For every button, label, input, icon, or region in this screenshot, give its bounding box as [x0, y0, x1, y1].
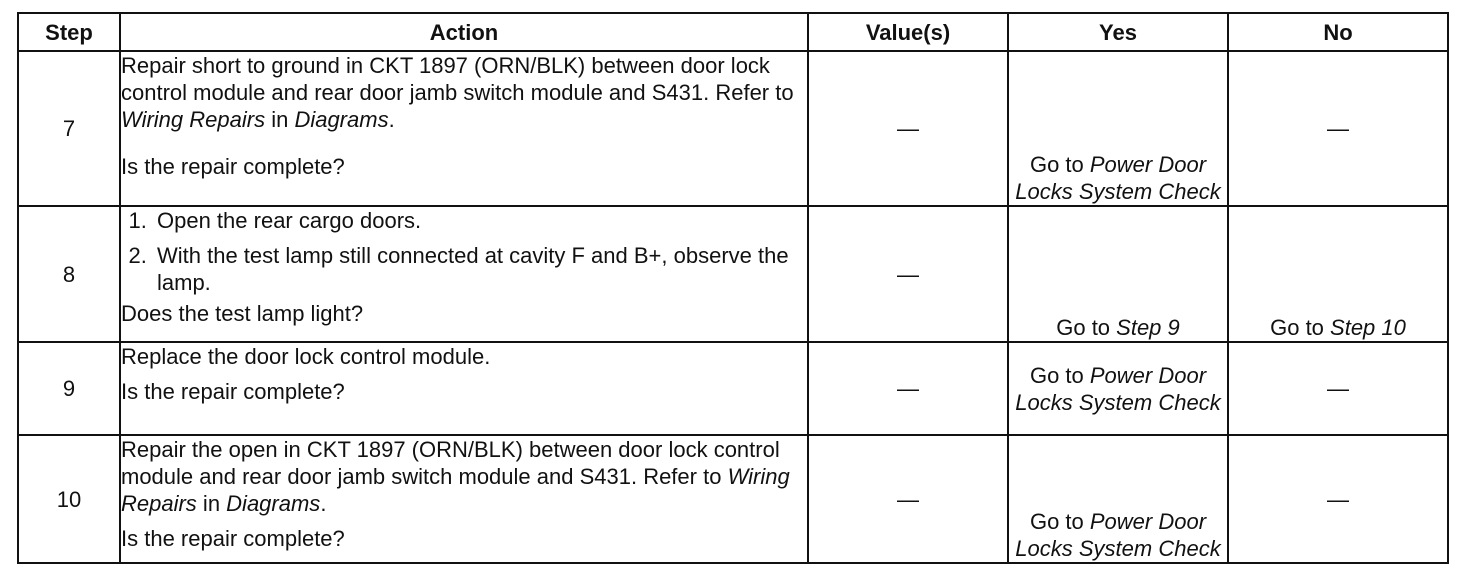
yes-cell [1008, 342, 1228, 435]
step-number: 7 [18, 51, 120, 206]
table-row [18, 51, 1448, 206]
no-dash: — [1327, 486, 1349, 512]
value-cell [808, 51, 1008, 206]
value-dash: — [897, 116, 919, 141]
action-text: Replace the door lock control module. [121, 344, 491, 369]
diagnostic-table [17, 12, 1449, 564]
action-cell [120, 342, 808, 435]
action-question: Does the test lamp light? [121, 301, 364, 326]
yes-prefix: Go to [1029, 152, 1090, 177]
header-action: Action [120, 13, 808, 51]
action-text-part: in [196, 491, 227, 516]
action-text-part: Repair short to ground in CKT 1897 (ORN/BLK) between door lock control module and rear door jamb switch module and S431. Refer to [121, 53, 794, 105]
action-text [121, 52, 807, 133]
action-question: Is the repair complete? [121, 526, 345, 551]
action-text-part: . [388, 107, 395, 132]
yes-prefix: Go to [1029, 509, 1090, 534]
yes-reference: Power Door Locks System Check [1015, 152, 1221, 204]
action-text-part: . [320, 491, 327, 516]
header-yes: Yes [1008, 13, 1228, 51]
step-number: 8 [18, 206, 120, 342]
header-values: Value(s) [808, 13, 1008, 51]
yes-reference: Power Door Locks System Check [1015, 362, 1221, 415]
substep-list [121, 207, 807, 296]
yes-prefix: Go to [1029, 362, 1090, 388]
table-row [18, 435, 1448, 563]
no-cell [1228, 435, 1448, 563]
value-dash: — [897, 376, 919, 401]
no-cell [1228, 51, 1448, 206]
action-cell [120, 51, 808, 206]
yes-prefix: Go to [1056, 315, 1117, 340]
no-prefix: Go to [1270, 315, 1331, 340]
yes-cell [1008, 435, 1228, 563]
action-ref-italic: Diagrams [226, 491, 321, 516]
substep-item: 2. With the test lamp still connected at cavity F and B+, observe the lamp. [153, 242, 807, 296]
yes-cell [1008, 206, 1228, 342]
header-no: No [1228, 13, 1448, 51]
action-text-part: in [265, 107, 295, 132]
value-cell [808, 435, 1008, 563]
no-cell [1228, 342, 1448, 435]
action-text-part: Repair the open in CKT 1897 (ORN/BLK) between door lock control module and rear door jamb switch module and S431. Refer to [121, 437, 780, 489]
value-cell [808, 342, 1008, 435]
action-ref-italic: Diagrams [294, 107, 389, 132]
yes-cell [1008, 51, 1228, 206]
no-dash: — [1327, 376, 1349, 401]
table-row [18, 342, 1448, 435]
header-row [18, 13, 1448, 51]
no-reference: Step 10 [1330, 315, 1406, 340]
yes-reference: Power Door Locks System Check [1015, 509, 1221, 561]
value-cell [808, 206, 1008, 342]
step-number: 9 [18, 342, 120, 435]
action-cell [120, 435, 808, 563]
header-step: Step [18, 13, 120, 51]
step-number: 10 [18, 435, 120, 563]
action-question: Is the repair complete? [121, 154, 345, 179]
action-ref-italic: Wiring Repairs [121, 107, 266, 132]
action-question: Is the repair complete? [121, 379, 345, 404]
no-cell [1228, 206, 1448, 342]
table-row [18, 206, 1448, 342]
action-text [121, 436, 807, 517]
value-dash: — [897, 261, 919, 287]
substep-item: 1. Open the rear cargo doors. [153, 207, 807, 234]
action-ref-italic: Wiring Repairs [121, 464, 790, 516]
yes-reference: Step 9 [1116, 315, 1180, 340]
value-dash: — [897, 486, 919, 512]
action-cell [120, 206, 808, 342]
no-dash: — [1327, 116, 1349, 141]
